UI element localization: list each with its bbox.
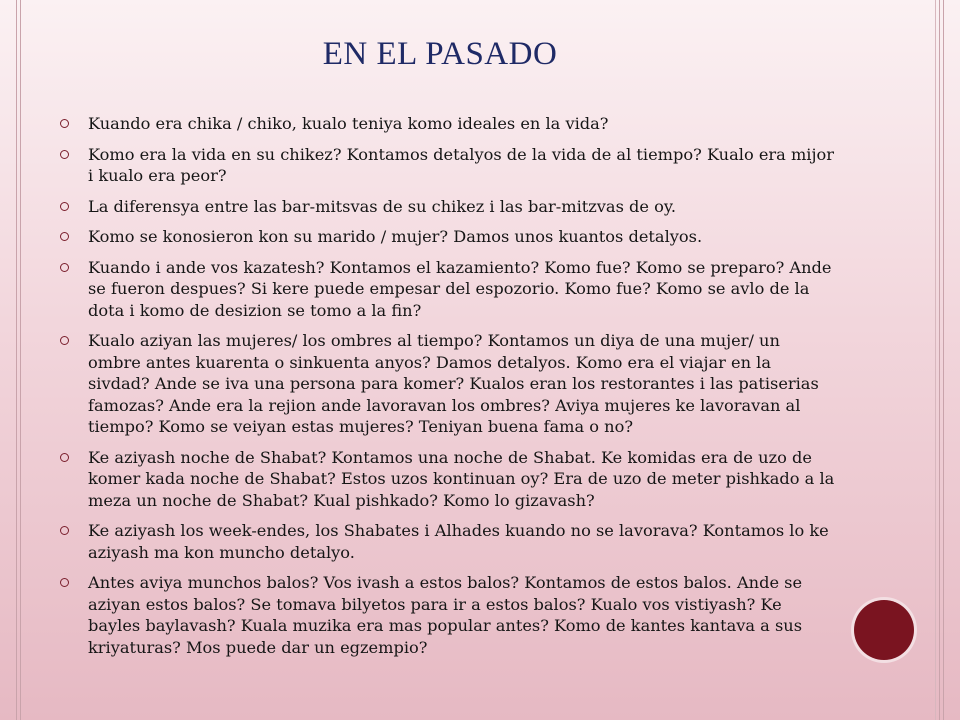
ring-bullet-icon	[60, 453, 69, 462]
ring-bullet-icon	[60, 232, 69, 241]
right-frame-line-innermost	[935, 0, 936, 720]
right-frame-line	[943, 0, 944, 720]
bullet-item	[60, 257, 835, 322]
bullet-text: Kuando i ande vos kazatesh? Kontamos el kazamiento? Komo fue? Komo se preparo? Ande se fueron despues? Si kere puede empesar del espozorio. Komo fue? Komo se avlo de la dota i komo de desizion se tomo a la fin?	[88, 257, 832, 320]
ring-bullet-icon	[60, 336, 69, 345]
ring-bullet-icon	[60, 202, 69, 211]
bullet-text: Komo era la vida en su chikez? Kontamos detalyos de la vida de al tiempo? Kualo era mijor i kualo era peor?	[88, 144, 834, 185]
bullet-item	[60, 196, 835, 218]
ring-bullet-icon	[60, 263, 69, 272]
ring-bullet-icon	[60, 119, 69, 128]
bullet-text: La diferensya entre las bar-mitsvas de su chikez i las bar-mitzvas de oy.	[88, 196, 677, 216]
bullet-item	[60, 572, 835, 658]
bullet-item	[60, 144, 835, 187]
bullet-text: Komo se konosieron kon su marido / mujer? Damos unos kuantos detalyos.	[88, 227, 703, 246]
bullet-text: Antes aviya munchos balos? Vos ivash a estos balos? Kontamos de estos balos. Ande se aziyan estos balos? Se tomava bilyetos para ir a estos balos? Kualo vos vistiyash? Ke bayles baylavash? Kuala muzika era mas popular antes? Komo de kantes kantava a sus kriyaturas? Mos puede dar un egzempio?	[88, 573, 803, 657]
slide-title: EN EL PASADO	[322, 36, 558, 72]
left-frame-line	[16, 0, 17, 720]
bullet-list	[60, 113, 835, 667]
bullet-text: Ke aziyash noche de Shabat? Kontamos una noche de Shabat. Ke komidas era de uzo de komer kada noche de Shabat? Estos uzos kontinuan oy? Era de uzo de meter pishkado a la meza un noche de Shabat? Kual pishkado? Komo lo gizavash?	[88, 447, 835, 510]
bullet-item	[60, 520, 835, 563]
bullet-text: Ke aziyash los week-endes, los Shabates i Alhades kuando no se lavorava? Kontamos lo ke aziyash ma kon muncho detalyo.	[88, 521, 829, 562]
ring-bullet-icon	[60, 578, 69, 587]
bullet-text: Kualo aziyan las mujeres/ los ombres al tiempo? Kontamos un diya de una mujer/ un ombre antes kuarenta o sinkuenta anyos? Damos detalyos. Komo era el viajar en la sivdad? Ande se iva una persona para komer? Kualos eran los restorantes i las patiserias famozas? Ande era la rejion ande lavoravan los ombres? Aviya mujeres ke lavoravan al tiempo? Komo se veiyan estas mujeres? Teniyan buena fama o no?	[88, 331, 819, 436]
bullet-item	[60, 330, 835, 438]
right-frame-line-inner	[939, 0, 940, 720]
bullet-item	[60, 447, 835, 512]
ring-bullet-icon	[60, 526, 69, 535]
bullet-item	[60, 113, 835, 135]
left-frame-line-inner	[20, 0, 21, 720]
decorative-circle-icon	[854, 600, 914, 660]
bullet-text: Kuando era chika / chiko, kualo teniya komo ideales en la vida?	[88, 114, 609, 133]
ring-bullet-icon	[60, 150, 69, 159]
bullet-item	[60, 226, 835, 248]
